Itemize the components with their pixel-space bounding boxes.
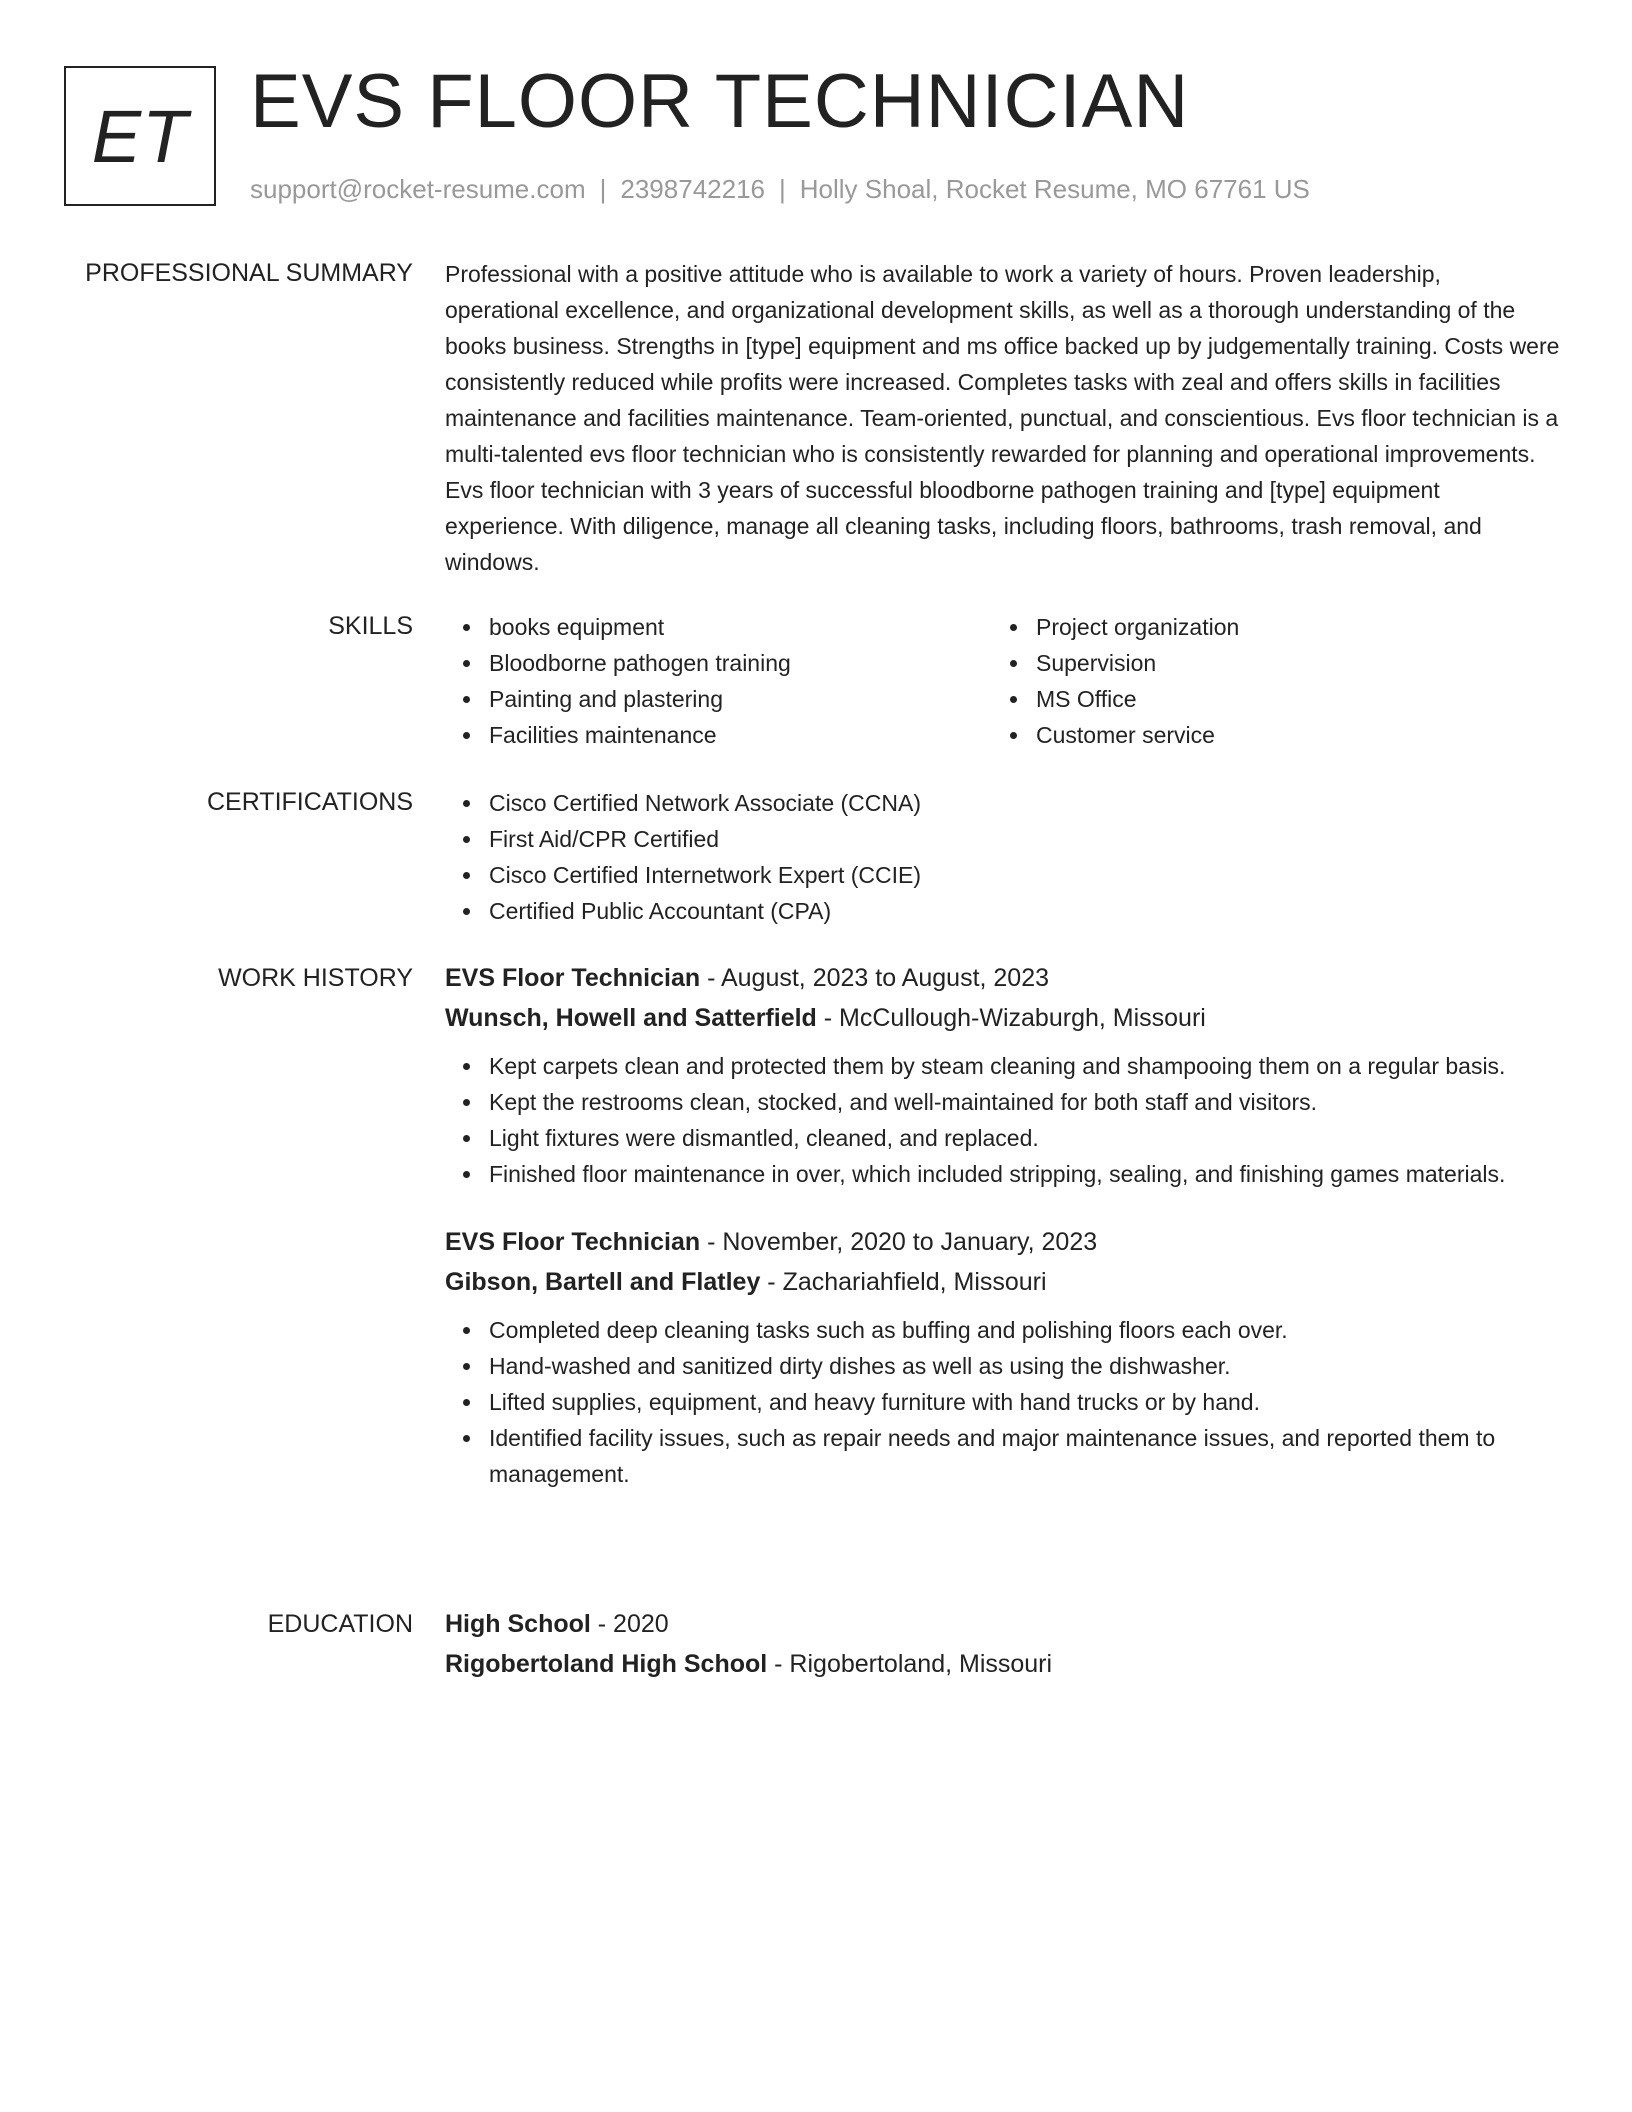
skill-item: Customer service [1036,717,1539,753]
job-role: EVS Floor Technician [445,1228,701,1256]
contact-separator: | [779,174,786,204]
skill-item: MS Office [1036,681,1539,717]
resume-title: EVS FLOOR TECHNICIAN [250,59,1190,144]
certification-item: First Aid/CPR Certified [489,821,1560,857]
job-title-line [445,958,1560,998]
job-dates: - November, 2020 to January, 2023 [700,1228,1098,1256]
initials-monogram: ET [64,66,216,206]
job-duty: Kept the restrooms clean, stocked, and well-maintained for both staff and visitors. [489,1084,1560,1120]
job-company: Wunsch, Howell and Satterfield [445,1004,817,1032]
contact-email: support@rocket-resume.com [250,174,586,204]
certification-item: Certified Public Accountant (CPA) [489,893,1560,929]
job-role: EVS Floor Technician [445,964,701,992]
job-entry [445,1222,1560,1492]
skills-columns [445,609,1560,753]
job-duty: Finished floor maintenance in over, which included stripping, sealing, and finishing games materials. [489,1156,1560,1192]
certifications-heading: CERTIFICATIONS [206,788,413,816]
job-dates: - August, 2023 to August, 2023 [700,964,1050,992]
skills-body [445,609,1560,753]
job-location: - Zachariahfield, Missouri [760,1268,1047,1296]
skill-item: Supervision [1036,645,1539,681]
education-degree: High School [445,1610,591,1638]
certifications-body [445,785,1560,929]
job-title-line [445,1222,1560,1262]
job-company-line [445,998,1560,1038]
contact-address: Holly Shoal, Rocket Resume, MO 67761 US [799,174,1310,204]
job-location: - McCullough-Wizaburgh, Missouri [816,1004,1206,1032]
job-duty: Identified facility issues, such as repair needs and major maintenance issues, and reported them to management. [489,1420,1560,1492]
skills-column-left [445,609,992,753]
skill-item: Bloodborne pathogen training [489,645,992,681]
job-company: Gibson, Bartell and Flatley [445,1268,761,1296]
education-location: - Rigobertoland, Missouri [767,1650,1053,1678]
skill-item: Painting and plastering [489,681,992,717]
job-duty: Lifted supplies, equipment, and heavy furniture with hand trucks or by hand. [489,1384,1560,1420]
skill-item: Facilities maintenance [489,717,992,753]
work-history-heading: WORK HISTORY [218,964,413,992]
contact-phone: 2398742216 [620,174,765,204]
skill-item: books equipment [489,609,992,645]
contact-line [250,172,1310,206]
education-degree-line [445,1604,1560,1644]
education-school-line [445,1644,1560,1684]
summary-heading: PROFESSIONAL SUMMARY [85,259,413,287]
work-history-body [445,958,1560,1522]
contact-separator: | [599,174,607,204]
certification-item: Cisco Certified Network Associate (CCNA) [489,785,1560,821]
education-year: - 2020 [590,1610,669,1638]
education-body [445,1604,1560,1684]
job-duty: Light fixtures were dismantled, cleaned, and replaced. [489,1120,1560,1156]
job-duty: Kept carpets clean and protected them by steam cleaning and shampooing them on a regular basis. [489,1048,1560,1084]
job-duty: Completed deep cleaning tasks such as buffing and polishing floors each over. [489,1312,1560,1348]
skills-column-right [992,609,1539,753]
job-duty: Hand-washed and sanitized dirty dishes as well as using the dishwasher. [489,1348,1560,1384]
education-school: Rigobertoland High School [445,1650,768,1678]
certification-item: Cisco Certified Internetwork Expert (CCIE) [489,857,1560,893]
summary-body [445,256,1560,580]
skills-heading: SKILLS [328,612,413,640]
skill-item: Project organization [1036,609,1539,645]
job-entry [445,958,1560,1192]
job-company-line [445,1262,1560,1302]
summary-text: Professional with a positive attitude who is available to work a variety of hours. Proven leadership, operational excellence, and organizational development skills, as well as a thorough understanding of the books business. Strengths in [type] equipment and ms office backed up by judgementally training. Costs were consistently reduced while profits were increased. Completes tasks with zeal and offers skills in facilities maintenance and facilities maintenance. Team-oriented, punctual, and conscientious. Evs floor technician is a multi-talented evs floor technician who is consistently rewarded for planning and operational improvements. Evs floor technician with 3 years of successful bloodborne pathogen training and [type] equipment experience. With diligence, manage all cleaning tasks, including floors, bathrooms, trash removal, and windows. [445,261,1560,575]
education-heading: EDUCATION [267,1610,413,1638]
